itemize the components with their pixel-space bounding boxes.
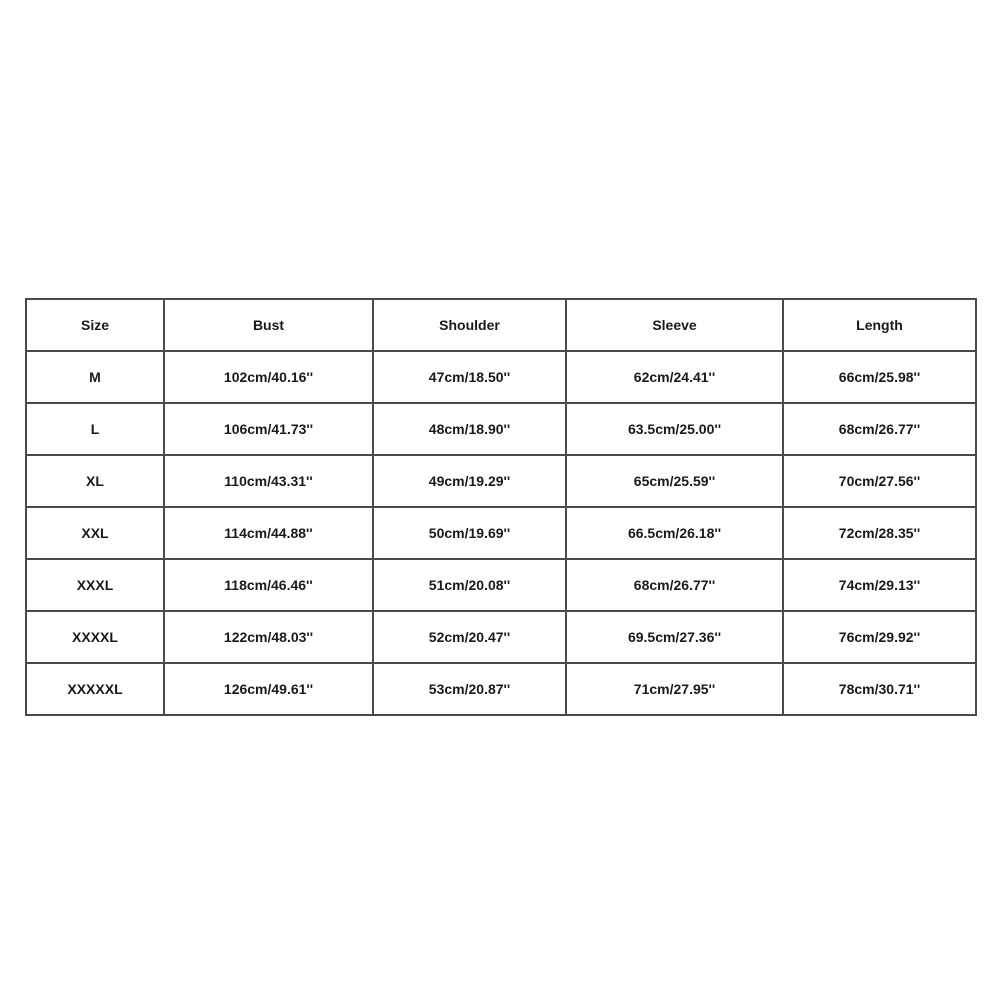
cell-sleeve: 63.5cm/25.00'' xyxy=(566,403,783,455)
header-size: Size xyxy=(26,299,164,351)
cell-size: XXXL xyxy=(26,559,164,611)
cell-length: 72cm/28.35'' xyxy=(783,507,976,559)
cell-length: 76cm/29.92'' xyxy=(783,611,976,663)
cell-sleeve: 66.5cm/26.18'' xyxy=(566,507,783,559)
cell-bust: 118cm/46.46'' xyxy=(164,559,373,611)
header-sleeve: Sleeve xyxy=(566,299,783,351)
cell-shoulder: 47cm/18.50'' xyxy=(373,351,566,403)
cell-size: M xyxy=(26,351,164,403)
table-row xyxy=(26,455,976,507)
cell-sleeve: 65cm/25.59'' xyxy=(566,455,783,507)
cell-shoulder: 48cm/18.90'' xyxy=(373,403,566,455)
table-row xyxy=(26,559,976,611)
cell-bust: 126cm/49.61'' xyxy=(164,663,373,715)
cell-length: 70cm/27.56'' xyxy=(783,455,976,507)
cell-shoulder: 53cm/20.87'' xyxy=(373,663,566,715)
cell-shoulder: 52cm/20.47'' xyxy=(373,611,566,663)
cell-length: 66cm/25.98'' xyxy=(783,351,976,403)
cell-bust: 114cm/44.88'' xyxy=(164,507,373,559)
cell-shoulder: 50cm/19.69'' xyxy=(373,507,566,559)
cell-size: XL xyxy=(26,455,164,507)
cell-length: 68cm/26.77'' xyxy=(783,403,976,455)
cell-sleeve: 69.5cm/27.36'' xyxy=(566,611,783,663)
cell-bust: 122cm/48.03'' xyxy=(164,611,373,663)
cell-length: 74cm/29.13'' xyxy=(783,559,976,611)
cell-bust: 102cm/40.16'' xyxy=(164,351,373,403)
header-shoulder: Shoulder xyxy=(373,299,566,351)
cell-sleeve: 62cm/24.41'' xyxy=(566,351,783,403)
cell-sleeve: 68cm/26.77'' xyxy=(566,559,783,611)
cell-size: L xyxy=(26,403,164,455)
table-row xyxy=(26,351,976,403)
table-header-row xyxy=(26,299,976,351)
cell-size: XXL xyxy=(26,507,164,559)
size-chart-table xyxy=(25,298,977,716)
cell-shoulder: 51cm/20.08'' xyxy=(373,559,566,611)
cell-shoulder: 49cm/19.29'' xyxy=(373,455,566,507)
table-row xyxy=(26,403,976,455)
cell-size: XXXXXL xyxy=(26,663,164,715)
header-bust: Bust xyxy=(164,299,373,351)
header-length: Length xyxy=(783,299,976,351)
table-row xyxy=(26,611,976,663)
cell-bust: 106cm/41.73'' xyxy=(164,403,373,455)
table-row xyxy=(26,507,976,559)
table-row xyxy=(26,663,976,715)
cell-sleeve: 71cm/27.95'' xyxy=(566,663,783,715)
cell-bust: 110cm/43.31'' xyxy=(164,455,373,507)
cell-size: XXXXL xyxy=(26,611,164,663)
cell-length: 78cm/30.71'' xyxy=(783,663,976,715)
